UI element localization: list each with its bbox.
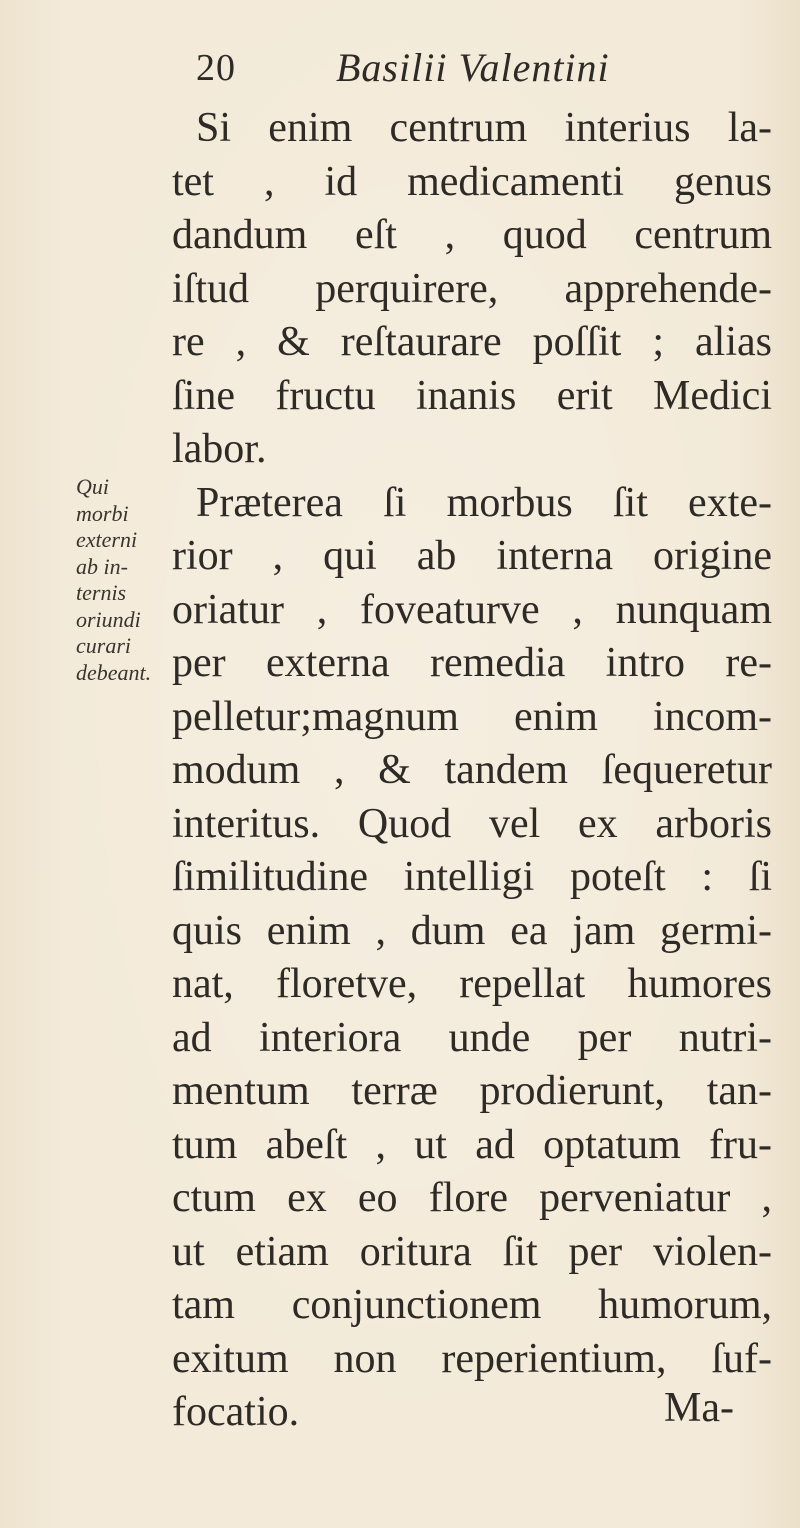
text-line: re , & reſtaurare poſſit ; alias [172, 319, 772, 365]
text-line: exitum non reperientium, ſuf- [172, 1335, 772, 1382]
text-line: pelletur;magnum enim incom- [172, 693, 772, 740]
text-line: tam conjunctionem humorum, [172, 1282, 772, 1328]
text-line: ſimilitudine intelligi poteſt : ſi [172, 854, 772, 900]
text-line: modum , & tandem ſequeretur [172, 747, 772, 793]
margin-note-line: Qui [76, 474, 109, 499]
margin-note-line: externi [76, 527, 138, 552]
text-line: quis enim , dum ea jam germi- [172, 907, 772, 954]
text-line: tum abeſt , ut ad optatum fru- [172, 1121, 772, 1168]
text-line: ctum ex eo flore perveniatur , [172, 1175, 772, 1221]
margin-note-line: oriundi [76, 606, 141, 632]
margin-note [76, 474, 186, 686]
page-header [196, 40, 756, 96]
text-line: labor. [172, 426, 267, 472]
margin-note-line: morbi [76, 500, 129, 526]
text-line: iſtud perquirere, apprehende- [172, 265, 772, 312]
body-text [172, 102, 772, 1440]
text-line: per externa remedia intro re- [172, 640, 772, 686]
text-line: tet , id medicamenti genus [172, 158, 772, 205]
text-line: interitus. Quod vel ex arboris [172, 800, 772, 847]
margin-note-line: debeant. [76, 659, 152, 685]
running-title: Basilii Valentini [336, 45, 610, 90]
text-line: ſine fructu inanis erit Medici [172, 372, 772, 419]
text-line: Præterea ſi morbus ſit exte- [196, 479, 772, 526]
page-number: 20 [196, 47, 236, 89]
text-line: oriatur , foveaturve , nunquam [172, 586, 772, 633]
text-line: focatio. [172, 1389, 300, 1435]
margin-note-line: ab in- [76, 553, 128, 579]
text-line: mentum terræ prodierunt, tan- [172, 1068, 772, 1114]
catchword: Ma- [664, 1385, 734, 1431]
text-line: dandum eſt , quod centrum [172, 212, 772, 258]
text-line: Si enim centrum interius la- [196, 105, 772, 151]
margin-note-line: ternis [76, 580, 127, 605]
margin-note-line: curari [76, 633, 131, 658]
text-line: ut etiam oritura ſit per violen- [172, 1228, 772, 1275]
text-line: rior , qui ab interna origine [172, 533, 772, 579]
text-line: ad interiora unde per nutri- [172, 1014, 772, 1061]
text-line: nat, floretve, repellat humores [172, 961, 772, 1007]
